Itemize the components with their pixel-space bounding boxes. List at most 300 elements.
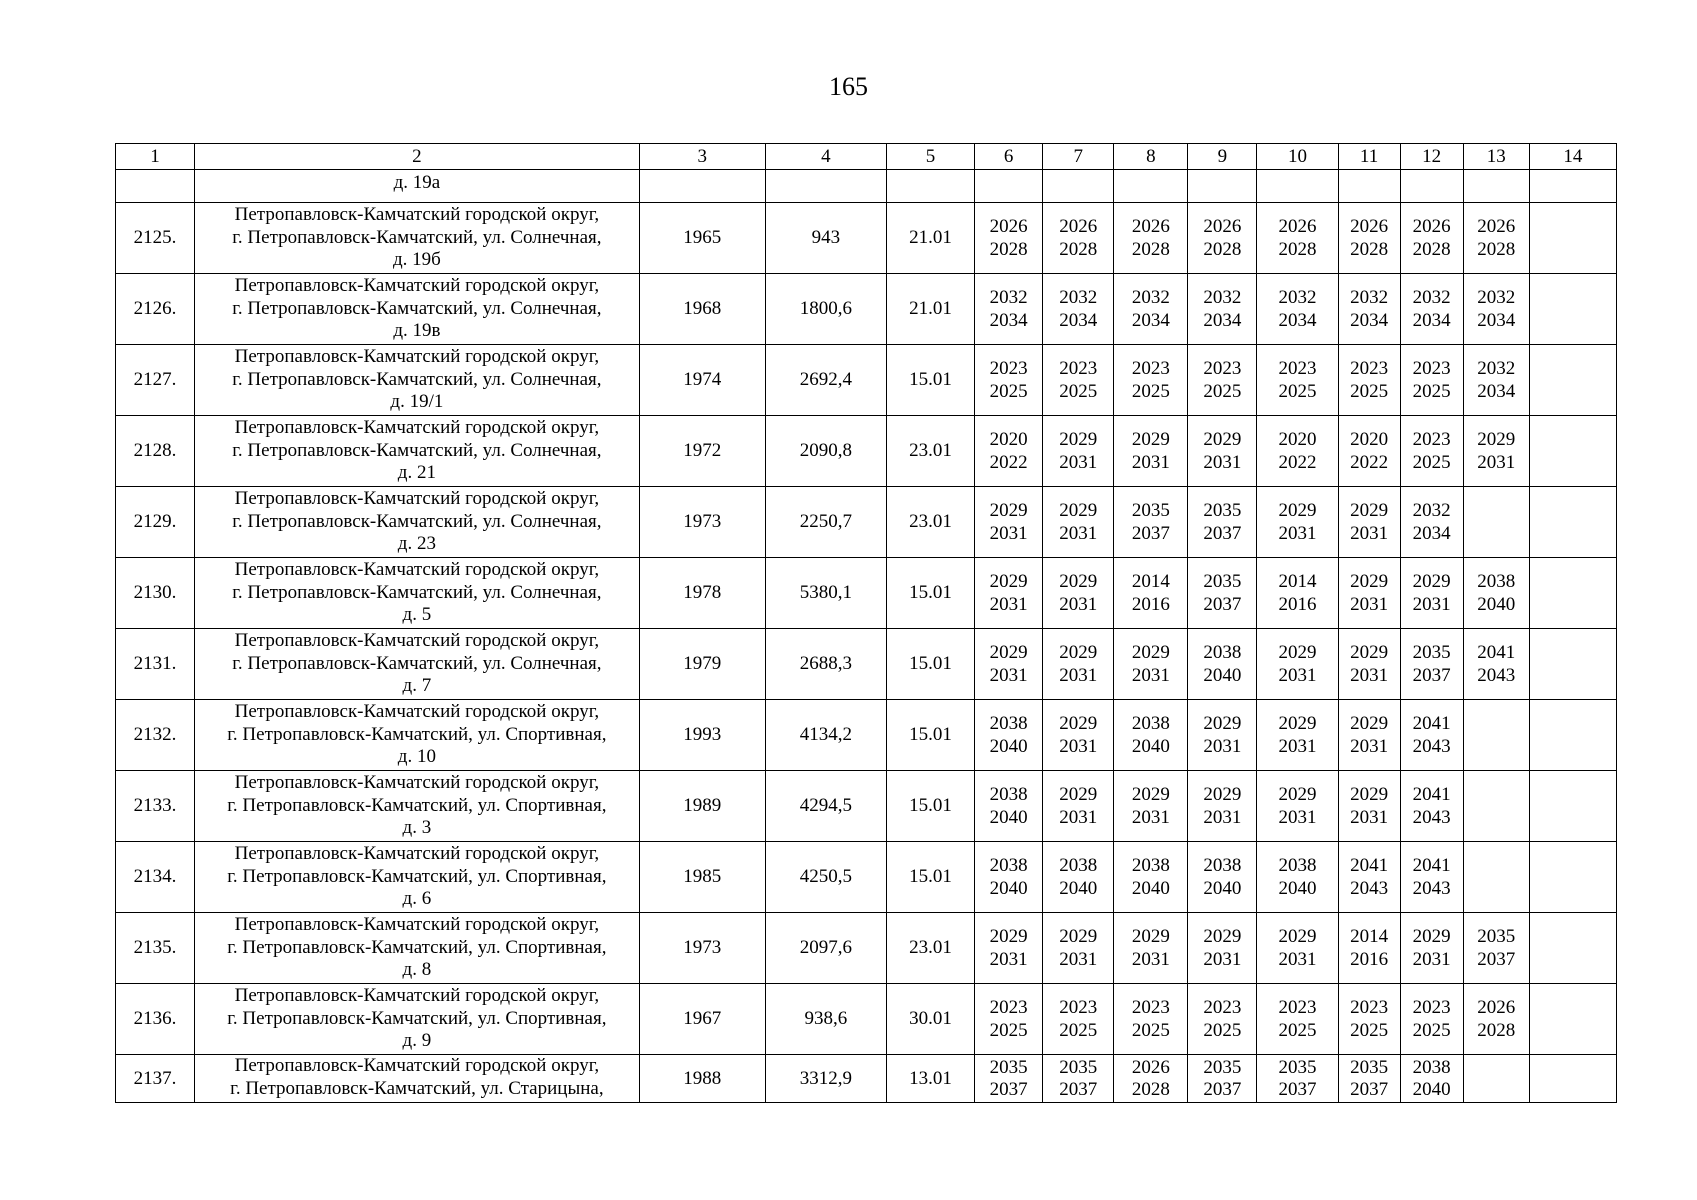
- period-start: 2023: [1059, 997, 1098, 1018]
- cell-period: [975, 842, 1043, 913]
- period-end: 2043: [1477, 665, 1516, 686]
- period-start: 2023: [989, 358, 1028, 379]
- period-end: 2028: [1350, 239, 1389, 260]
- cell-address: [195, 345, 640, 416]
- period-start: 2035: [1412, 642, 1451, 663]
- period-end: 2025: [1412, 381, 1451, 402]
- cell-area: 4294,5: [765, 771, 886, 842]
- period-start: 2038: [1203, 642, 1242, 663]
- column-number-header: 14: [1529, 144, 1616, 170]
- period-start: 2038: [1059, 855, 1098, 876]
- cell-num: 2131.: [116, 629, 195, 700]
- period-start: 2029: [1131, 429, 1170, 450]
- cell-period: [1114, 771, 1188, 842]
- cell-period: [1529, 842, 1616, 913]
- period-end: 2037: [1350, 1078, 1389, 1100]
- period-start: 2029: [1131, 926, 1170, 947]
- cell-period: [1400, 345, 1463, 416]
- period-end: 2037: [1131, 523, 1170, 544]
- table-row: [116, 416, 1617, 487]
- address-line: д. 23: [397, 533, 436, 555]
- period-start: 2038: [1203, 855, 1242, 876]
- cell-period: [1463, 345, 1529, 416]
- cell-period: [1043, 700, 1114, 771]
- period-start: 2023: [1059, 358, 1098, 379]
- cell-year: 1973: [639, 487, 765, 558]
- cell-address: [195, 1055, 640, 1103]
- period-start: 2029: [1477, 429, 1516, 450]
- column-number-header: 8: [1114, 144, 1188, 170]
- period-start: 2041: [1412, 784, 1451, 805]
- cell-code: 23.01: [886, 487, 974, 558]
- cell-period: [1257, 700, 1338, 771]
- period-start: 2029: [1350, 713, 1389, 734]
- period-end: 2043: [1412, 878, 1451, 899]
- column-number-header: 5: [886, 144, 974, 170]
- cell-num: 2125.: [116, 203, 195, 274]
- cell-num: 2130.: [116, 558, 195, 629]
- cell-period: [1188, 487, 1257, 558]
- period-end: 2016: [1131, 594, 1170, 615]
- period-start: 2029: [1203, 926, 1242, 947]
- period-end: 2037: [1477, 949, 1516, 970]
- cell-period: [1338, 203, 1400, 274]
- period-start: 2026: [1350, 216, 1389, 237]
- cell-period: [1463, 1055, 1529, 1103]
- cell-code: 23.01: [886, 913, 974, 984]
- cell-address: [195, 842, 640, 913]
- period-end: 2037: [989, 1078, 1028, 1100]
- cell-period: [1529, 203, 1616, 274]
- period-start: 2023: [1203, 997, 1242, 1018]
- cell-period: [1463, 203, 1529, 274]
- period-start: 2026: [1131, 1056, 1170, 1078]
- cell-year: 1985: [639, 842, 765, 913]
- cell-period: [1043, 487, 1114, 558]
- period-start: 2032: [1412, 500, 1451, 521]
- cell-period: [1400, 984, 1463, 1055]
- cell-code: 15.01: [886, 842, 974, 913]
- cell-period: [1188, 203, 1257, 274]
- cell-period: [1043, 345, 1114, 416]
- cell-period: [1114, 203, 1188, 274]
- period-start: 2035: [1203, 500, 1242, 521]
- column-number-header: 1: [116, 144, 195, 170]
- period-end: 2031: [1059, 665, 1098, 686]
- cell-period: [1257, 274, 1338, 345]
- period-end: 2031: [1203, 452, 1242, 473]
- cell-period: [1257, 345, 1338, 416]
- address-line: г. Петропавловск-Камчатский, ул. Солнечная,: [232, 226, 602, 248]
- cell-period: [975, 345, 1043, 416]
- period-end: 2043: [1350, 878, 1389, 899]
- cell-period: [1043, 274, 1114, 345]
- cell-period: [1043, 771, 1114, 842]
- period-end: 2034: [1477, 381, 1516, 402]
- table-row: [116, 203, 1617, 274]
- cell-period: [975, 203, 1043, 274]
- cell-year: 1973: [639, 913, 765, 984]
- address-line: г. Петропавловск-Камчатский, ул. Солнечная,: [232, 368, 602, 390]
- column-number-header: 11: [1338, 144, 1400, 170]
- cell-period: [1400, 416, 1463, 487]
- cell-period: [1257, 487, 1338, 558]
- period-start: 2035: [1203, 1056, 1242, 1078]
- period-start: 2032: [1131, 287, 1170, 308]
- period-start: 2032: [1412, 287, 1451, 308]
- period-start: 2026: [1477, 997, 1516, 1018]
- address-line: Петропавловск-Камчатский городской округ,: [234, 1055, 600, 1076]
- period-start: 2038: [989, 713, 1028, 734]
- cell-period: [1463, 771, 1529, 842]
- period-end: 2034: [1477, 310, 1516, 331]
- cell-year: 1988: [639, 1055, 765, 1103]
- cell-num: 2136.: [116, 984, 195, 1055]
- address-line: д. 21: [397, 462, 436, 484]
- cell-year: 1979: [639, 629, 765, 700]
- period-start: 2029: [1278, 642, 1317, 663]
- period-end: 2025: [989, 381, 1028, 402]
- address-line: д. 8: [402, 959, 432, 981]
- period-end: 2031: [1350, 523, 1389, 544]
- cell-period: [1400, 913, 1463, 984]
- cell-num: 2128.: [116, 416, 195, 487]
- cell-address: [195, 203, 640, 274]
- period-end: 2028: [1131, 1078, 1170, 1100]
- period-start: 2020: [1278, 429, 1317, 450]
- cell-period: [1114, 558, 1188, 629]
- cell-period: [1529, 700, 1616, 771]
- period-start: 2023: [989, 997, 1028, 1018]
- period-start: 2014: [1278, 571, 1317, 592]
- period-start: 2029: [1278, 500, 1317, 521]
- cell-num: 2135.: [116, 913, 195, 984]
- period-start: 2029: [1131, 642, 1170, 663]
- column-number-header: 3: [639, 144, 765, 170]
- period-start: 2032: [1059, 287, 1098, 308]
- cell-code: 15.01: [886, 771, 974, 842]
- column-number-header: 12: [1400, 144, 1463, 170]
- address-line: д. 7: [402, 675, 432, 697]
- cell-code: 13.01: [886, 1055, 974, 1103]
- period-end: 2025: [1412, 1020, 1451, 1041]
- period-end: 2025: [1350, 381, 1389, 402]
- address-line: г. Петропавловск-Камчатский, ул. Солнечная,: [232, 581, 602, 603]
- cell-code: 30.01: [886, 984, 974, 1055]
- cell-period: [1188, 629, 1257, 700]
- cell-area: 2090,8: [765, 416, 886, 487]
- period-start: 2029: [1350, 784, 1389, 805]
- cell-period: [1257, 984, 1338, 1055]
- address-line: Петропавловск-Камчатский городской округ,: [234, 559, 600, 581]
- column-number-header: 6: [975, 144, 1043, 170]
- column-number-header: 2: [195, 144, 640, 170]
- period-end: 2025: [1278, 381, 1317, 402]
- period-start: 2038: [1278, 855, 1317, 876]
- period-start: 2023: [1278, 358, 1317, 379]
- period-end: 2037: [1412, 665, 1451, 686]
- cell-period: [1400, 771, 1463, 842]
- period-end: 2025: [1278, 1020, 1317, 1041]
- cell-period: [975, 487, 1043, 558]
- period-start: 2029: [1131, 784, 1170, 805]
- period-end: 2040: [989, 878, 1028, 899]
- table-row: [116, 558, 1617, 629]
- period-start: 2023: [1350, 997, 1389, 1018]
- cell-year: 1978: [639, 558, 765, 629]
- period-start: 2035: [1278, 1056, 1317, 1078]
- cell-period: [1338, 274, 1400, 345]
- cell-area: 938,6: [765, 984, 886, 1055]
- cell-period: [975, 629, 1043, 700]
- period-start: 2029: [1203, 713, 1242, 734]
- cell-code: 15.01: [886, 629, 974, 700]
- period-start: 2020: [1350, 429, 1389, 450]
- cell-num: 2132.: [116, 700, 195, 771]
- address-line: Петропавловск-Камчатский городской округ,: [234, 772, 600, 794]
- cell-num: 2133.: [116, 771, 195, 842]
- period-end: 2031: [989, 949, 1028, 970]
- period-end: 2040: [1059, 878, 1098, 899]
- cell-period: [1529, 274, 1616, 345]
- period-end: 2034: [1278, 310, 1317, 331]
- cell-period: [1400, 629, 1463, 700]
- period-end: 2040: [1477, 594, 1516, 615]
- cell-period: [1257, 913, 1338, 984]
- cell-area: 5380,1: [765, 558, 886, 629]
- period-end: 2028: [1477, 1020, 1516, 1041]
- period-start: 2023: [1203, 358, 1242, 379]
- period-start: 2038: [1412, 1056, 1451, 1078]
- address-line: д. 5: [402, 604, 432, 626]
- period-end: 2031: [989, 665, 1028, 686]
- address-line: д. 9: [402, 1030, 432, 1052]
- period-start: 2041: [1412, 855, 1451, 876]
- period-start: 2035: [1203, 571, 1242, 592]
- period-start: 2032: [1350, 287, 1389, 308]
- cell-period: [1529, 913, 1616, 984]
- period-end: 2016: [1278, 594, 1317, 615]
- period-end: 2040: [1131, 736, 1170, 757]
- period-end: 2031: [1131, 949, 1170, 970]
- period-start: 2020: [989, 429, 1028, 450]
- period-end: 2031: [1412, 594, 1451, 615]
- cell-period: [1463, 416, 1529, 487]
- cell-period: [1114, 416, 1188, 487]
- cell-period: [1400, 203, 1463, 274]
- period-start: 2026: [1203, 216, 1242, 237]
- cell-area: 4250,5: [765, 842, 886, 913]
- cell-period: [1400, 558, 1463, 629]
- period-start: 2032: [1477, 358, 1516, 379]
- cell-period: [1400, 487, 1463, 558]
- column-number-header: 9: [1188, 144, 1257, 170]
- cell-period: [1400, 842, 1463, 913]
- address-line: Петропавловск-Камчатский городской округ,: [234, 843, 600, 865]
- cell-period: [1114, 913, 1188, 984]
- period-start: 2023: [1350, 358, 1389, 379]
- period-start: 2032: [1203, 287, 1242, 308]
- period-end: 2031: [1203, 949, 1242, 970]
- address-line: Петропавловск-Камчатский городской округ,: [234, 985, 600, 1007]
- cell-code: 15.01: [886, 700, 974, 771]
- column-number-header: 7: [1043, 144, 1114, 170]
- cell-period: [1043, 203, 1114, 274]
- period-end: 2031: [1131, 665, 1170, 686]
- period-end: 2031: [1203, 807, 1242, 828]
- cell-address: [195, 913, 640, 984]
- cell-period: [1529, 984, 1616, 1055]
- period-end: 2025: [1350, 1020, 1389, 1041]
- period-end: 2031: [1278, 665, 1317, 686]
- cell-period: [1400, 1055, 1463, 1103]
- address-line: Петропавловск-Камчатский городской округ,: [234, 275, 600, 297]
- cell-period: [1043, 913, 1114, 984]
- cell-address: [195, 558, 640, 629]
- cell-year: 1989: [639, 771, 765, 842]
- period-end: 2040: [1278, 878, 1317, 899]
- address-line: г. Петропавловск-Камчатский, ул. Спортивная,: [227, 865, 607, 887]
- cell-period: [1114, 629, 1188, 700]
- address-line: д. 19/1: [390, 391, 444, 413]
- address-line: г. Петропавловск-Камчатский, ул. Спортивная,: [227, 1007, 607, 1029]
- address-line: д. 6: [402, 888, 432, 910]
- table-row: [116, 984, 1617, 1055]
- address-line: г. Петропавловск-Камчатский, ул. Солнечная,: [232, 439, 602, 461]
- period-end: 2031: [1131, 452, 1170, 473]
- period-end: 2028: [989, 239, 1028, 260]
- period-end: 2028: [1278, 239, 1317, 260]
- period-end: 2025: [1131, 381, 1170, 402]
- address-line: г. Петропавловск-Камчатский, ул. Старицына,: [230, 1077, 604, 1099]
- period-start: 2029: [989, 571, 1028, 592]
- period-start: 2014: [1350, 926, 1389, 947]
- period-end: 2031: [1278, 523, 1317, 544]
- cell-period: [1400, 700, 1463, 771]
- table-row: [116, 1055, 1617, 1103]
- address-line: д. 10: [397, 746, 436, 768]
- cell-year: 1972: [639, 416, 765, 487]
- cell-period: [1338, 487, 1400, 558]
- period-start: 2029: [1412, 571, 1451, 592]
- period-start: 2038: [989, 784, 1028, 805]
- period-end: 2031: [1350, 736, 1389, 757]
- period-start: 2029: [1350, 500, 1389, 521]
- period-end: 2025: [1059, 1020, 1098, 1041]
- period-start: 2029: [1203, 784, 1242, 805]
- period-end: 2040: [1412, 1078, 1451, 1100]
- address-line: Петропавловск-Камчатский городской округ,: [234, 630, 600, 652]
- cell-period: [1338, 771, 1400, 842]
- period-end: 2034: [1412, 310, 1451, 331]
- period-end: 2031: [1203, 736, 1242, 757]
- period-end: 2025: [1203, 381, 1242, 402]
- period-start: 2023: [1131, 358, 1170, 379]
- cell-period: [1114, 1055, 1188, 1103]
- cell-code: 15.01: [886, 345, 974, 416]
- cell-period: [975, 700, 1043, 771]
- address-line: Петропавловск-Камчатский городской округ,: [234, 488, 600, 510]
- cell-period: [1114, 345, 1188, 416]
- period-start: 2029: [1059, 642, 1098, 663]
- table-row: [116, 842, 1617, 913]
- table-row: [116, 771, 1617, 842]
- period-end: 2031: [1278, 949, 1317, 970]
- period-end: 2031: [989, 523, 1028, 544]
- cell-period: [1188, 558, 1257, 629]
- period-end: 2022: [1350, 452, 1389, 473]
- cell-area: 943: [765, 203, 886, 274]
- cell-period: [1188, 274, 1257, 345]
- period-start: 2026: [1059, 216, 1098, 237]
- period-start: 2035: [1477, 926, 1516, 947]
- period-start: 2038: [1131, 713, 1170, 734]
- cell-period: [1043, 1055, 1114, 1103]
- period-end: 2025: [989, 1020, 1028, 1041]
- period-end: 2034: [1203, 310, 1242, 331]
- cell-address: [195, 487, 640, 558]
- period-end: 2034: [1131, 310, 1170, 331]
- cell-address: [195, 984, 640, 1055]
- cell-period: [1338, 1055, 1400, 1103]
- period-start: 2035: [1131, 500, 1170, 521]
- column-number-header: 13: [1463, 144, 1529, 170]
- page-number: 165: [829, 72, 868, 101]
- table-row: [116, 274, 1617, 345]
- cell-area: 2688,3: [765, 629, 886, 700]
- period-end: 2031: [1059, 736, 1098, 757]
- cell-period: [1463, 558, 1529, 629]
- period-end: 2022: [1278, 452, 1317, 473]
- period-end: 2031: [1350, 594, 1389, 615]
- period-start: 2014: [1131, 571, 1170, 592]
- cell-year: 1967: [639, 984, 765, 1055]
- period-start: 2029: [989, 500, 1028, 521]
- cell-period: [1257, 203, 1338, 274]
- cell-area: 3312,9: [765, 1055, 886, 1103]
- period-start: 2029: [1350, 571, 1389, 592]
- cell-code: 21.01: [886, 203, 974, 274]
- cell-period: [1338, 913, 1400, 984]
- period-end: 2025: [1059, 381, 1098, 402]
- cell-num: 2134.: [116, 842, 195, 913]
- cell-code: 23.01: [886, 416, 974, 487]
- cell-address: [195, 700, 640, 771]
- cell-period: [1463, 274, 1529, 345]
- period-start: 2026: [1131, 216, 1170, 237]
- cell-period: [1043, 629, 1114, 700]
- period-start: 2041: [1477, 642, 1516, 663]
- cell-period: [1043, 558, 1114, 629]
- period-end: 2028: [1203, 239, 1242, 260]
- period-start: 2035: [1350, 1056, 1389, 1078]
- period-end: 2016: [1350, 949, 1389, 970]
- period-start: 2023: [1278, 997, 1317, 1018]
- period-end: 2037: [1203, 1078, 1242, 1100]
- cell-period: [1043, 842, 1114, 913]
- period-start: 2023: [1412, 997, 1451, 1018]
- address-line: Петропавловск-Камчатский городской округ,: [234, 204, 600, 226]
- period-end: 2037: [1203, 594, 1242, 615]
- period-end: 2031: [1059, 807, 1098, 828]
- cell-year: 1968: [639, 274, 765, 345]
- cell-period: [1463, 984, 1529, 1055]
- cell-year: 1974: [639, 345, 765, 416]
- cell-period: [975, 1055, 1043, 1103]
- period-start: 2029: [989, 642, 1028, 663]
- cell-num: 2137.: [116, 1055, 195, 1103]
- address-line: г. Петропавловск-Камчатский, ул. Солнечная,: [232, 510, 602, 532]
